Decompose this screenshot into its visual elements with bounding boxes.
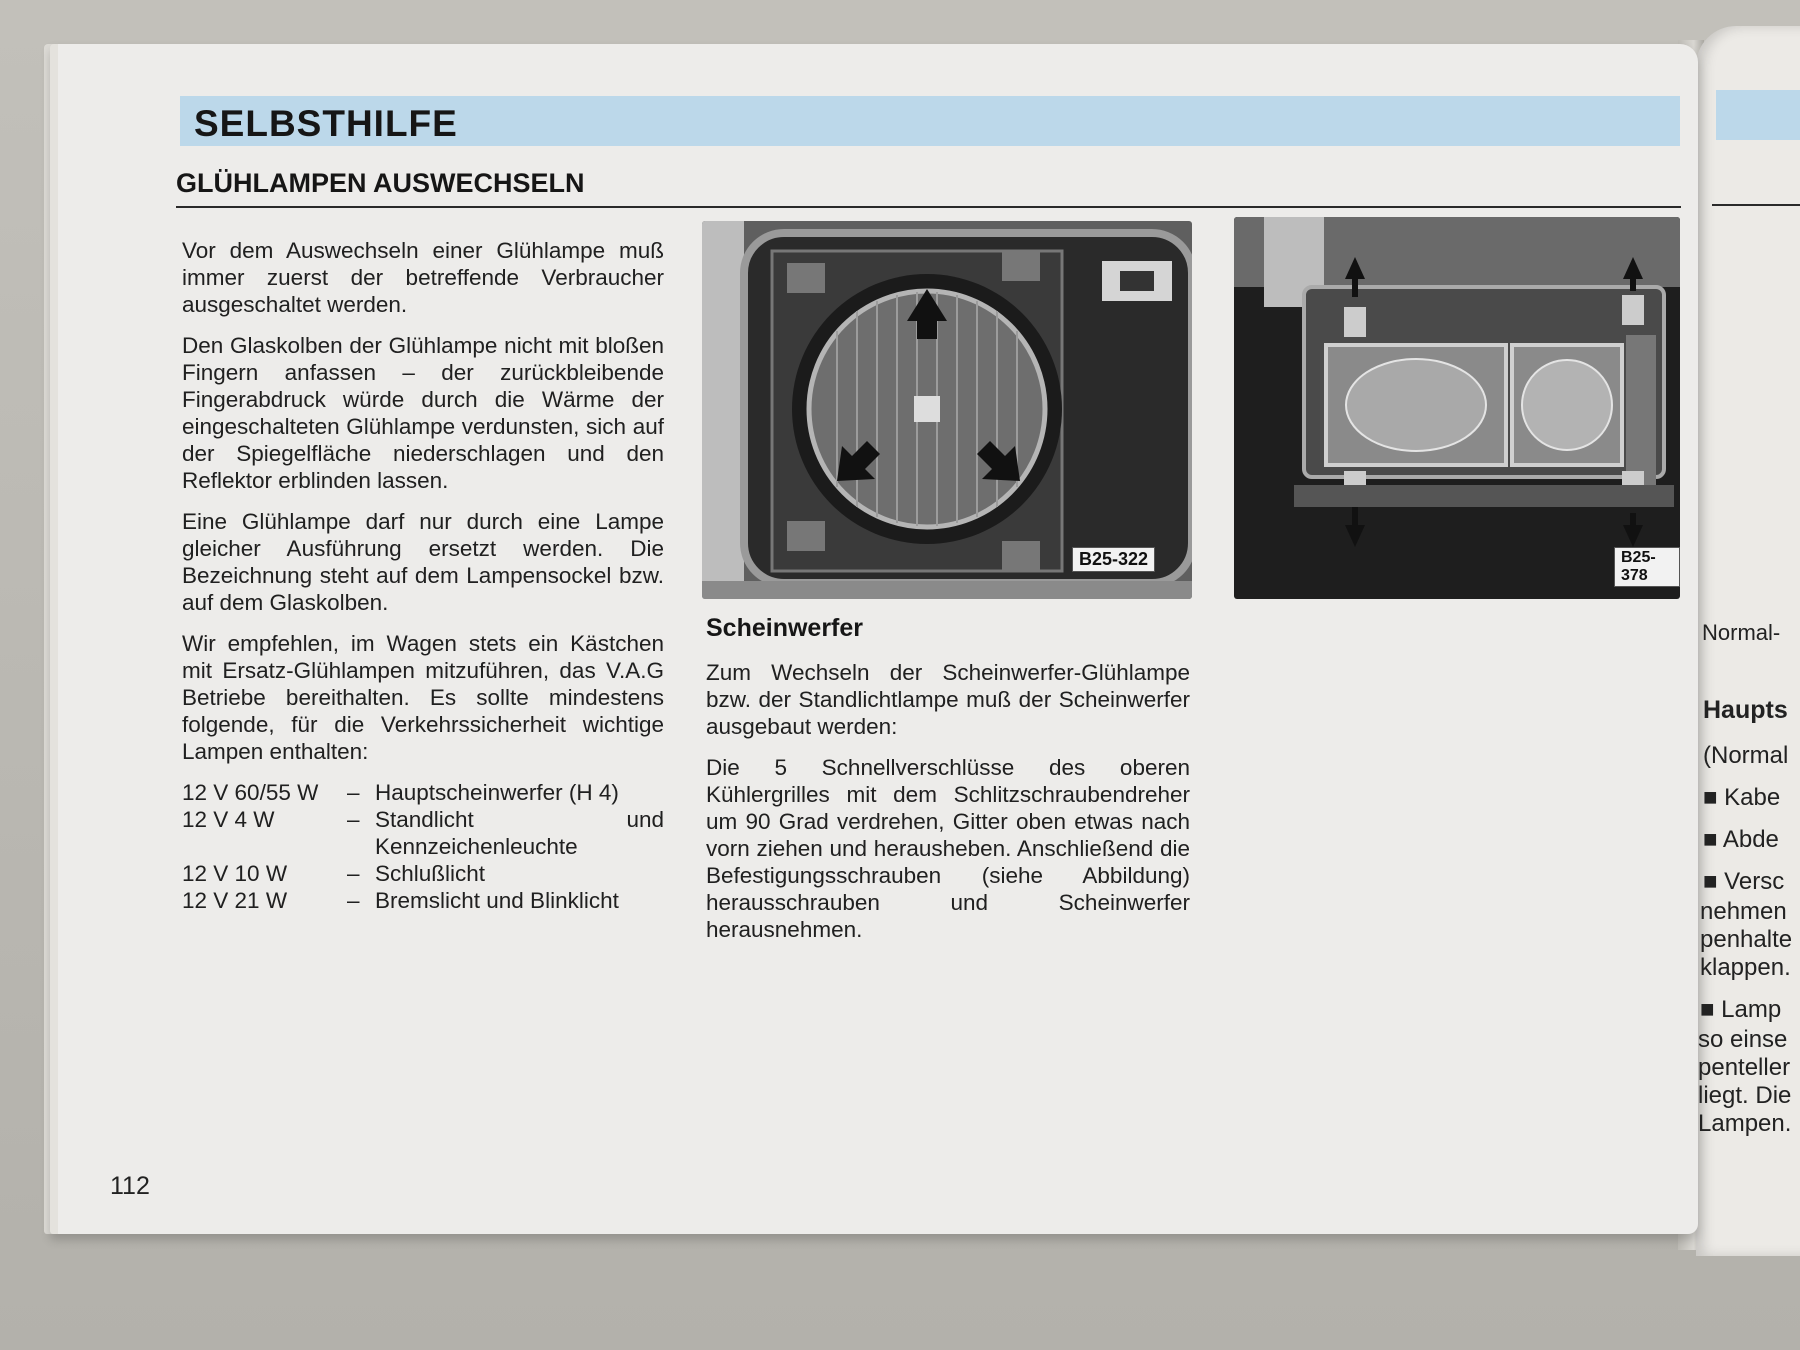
paragraph: Zum Wechseln der Scheinwerfer-Glühlampe bzw. der Standlichtlampe muß der Scheinwerfer ausgebaut werden:	[706, 660, 1190, 739]
right-page-item-text: Kabe	[1724, 784, 1781, 811]
lamp-desc: Hauptscheinwerfer (H 4)	[375, 780, 619, 805]
right-page-band	[1716, 90, 1800, 140]
lamp-dash: –	[347, 807, 360, 832]
lamp-desc: Standlicht und Kennzeichenleuchte	[375, 807, 664, 859]
lamp-value: 12 V 4 W	[182, 807, 275, 832]
right-page-item: ■ Versc	[1703, 868, 1785, 895]
lamp-value: 12 V 10 W	[182, 861, 288, 886]
lamp-desc: Bremslicht und Blinklicht	[375, 888, 619, 913]
figure-label: B25-378	[1614, 547, 1680, 587]
paragraph: Die 5 Schnellverschlüsse des oberen Kühlergrilles mit dem Schlitzschraubendreher um 90 Grad verdrehen, Gitter oben etwas nach vorn ziehen und herausheben. Anschließend die Befestigungsschrauben (siehe Abbildung) herausschrauben und Scheinwerfer herausnehmen.	[706, 755, 1190, 942]
middle-column	[706, 659, 1190, 957]
lamp-dash: –	[347, 780, 360, 805]
figure-label: B25-322	[1072, 547, 1155, 572]
lamp-row	[182, 779, 664, 806]
right-page-rule	[1712, 204, 1800, 206]
section-title: SELBSTHILFE	[194, 103, 458, 144]
right-page-item: ■ Lamp	[1700, 996, 1782, 1023]
lamp-dash: –	[347, 861, 360, 886]
figure-headlight-rect	[1234, 217, 1680, 599]
right-page-text: penteller	[1698, 1054, 1791, 1081]
right-page-item: ■ Abde	[1703, 826, 1779, 853]
right-page-text: Lampen.	[1698, 1110, 1792, 1137]
right-page-text: nehmen	[1700, 898, 1787, 925]
lamp-value: 12 V 21 W	[182, 888, 288, 913]
lamp-row	[182, 806, 664, 860]
paragraph: Den Glaskolben der Glühlampe nicht mit bloßen Fingern anfassen – der zurückbleibende Fingerabdruck würde durch die Wärme der eingeschalteten Glühlampe verdunsten, sich auf der Spiegelfläche niederschlagen und den Reflektor erblinden lassen.	[182, 333, 664, 493]
right-page-text: klappen.	[1700, 954, 1791, 981]
paragraph: Vor dem Auswechseln einer Glühlampe muß immer zuerst der betreffende Verbraucher ausgeschaltet werden.	[182, 238, 664, 317]
right-page-item: ■ Kabe	[1703, 784, 1781, 811]
right-page-text: so einse	[1698, 1026, 1788, 1053]
right-page-item-text: Versc	[1724, 868, 1785, 895]
paragraph: Wir empfehlen, im Wagen stets ein Kästchen mit Ersatz-Glühlampen mitzuführen, das V.A.G Betriebe bereithalten. Es sollte mindestens folgende, für die Verkehrssicherheit wichtige Lampen enthalten:	[182, 631, 664, 764]
right-page-text: liegt. Die	[1698, 1082, 1792, 1109]
page-number: 112	[110, 1172, 150, 1200]
page-subtitle: GLÜHLAMPEN AUSWECHSELN	[176, 168, 585, 198]
right-page-text: Normal-	[1702, 620, 1781, 645]
lamp-dash: –	[347, 888, 360, 913]
lamp-row	[182, 887, 664, 914]
headlight-round-illustration	[702, 221, 1192, 599]
right-page-item-text: Lamp	[1721, 996, 1782, 1023]
lamp-value: 12 V 60/55 W	[182, 780, 319, 805]
lamp-row	[182, 860, 664, 887]
lamp-list	[182, 779, 664, 914]
left-column	[182, 237, 664, 914]
section-heading-scheinwerfer: Scheinwerfer	[706, 614, 864, 642]
right-page-heading: Haupts	[1703, 696, 1788, 724]
headlight-rect-illustration	[1234, 217, 1680, 599]
figure-headlight-round	[702, 221, 1192, 599]
right-page-item-text: Abde	[1722, 826, 1779, 853]
header-rule	[176, 206, 1681, 208]
paragraph: Eine Glühlampe darf nur durch eine Lampe gleicher Ausführung ersetzt werden. Die Bezeichnung steht auf dem Lampensockel bzw. auf dem Glaskolben.	[182, 509, 664, 615]
lamp-desc: Schlußlicht	[375, 861, 486, 886]
right-page-text: (Normal	[1703, 742, 1789, 769]
right-page-text: penhalte	[1700, 926, 1793, 953]
